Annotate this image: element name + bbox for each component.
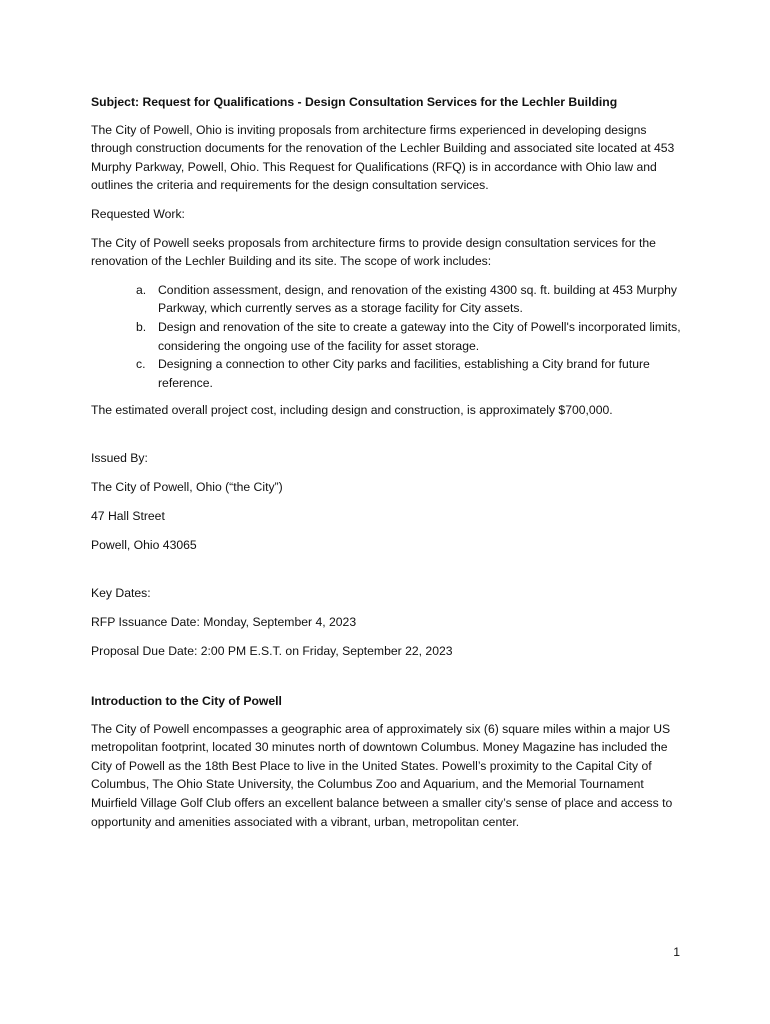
scope-item (91, 318, 683, 355)
scope-item-text: Condition assessment, design, and renovation of the existing 4300 sq. ft. building at 453 Murphy Parkway, which currently serves as a storage facility for City assets. (158, 282, 677, 316)
page-number: 1 (673, 945, 680, 959)
scope-item-marker: b. (136, 319, 147, 334)
scope-list (91, 281, 683, 393)
scope-item-marker: c. (136, 357, 146, 372)
spacer (91, 430, 683, 449)
intro-paragraph: The City of Powell, Ohio is inviting proposals from architecture firms experienced in developing designs through construction documents for the renovation of the Lechler Building and associated site located at 453 Murphy Parkway, Powell, Ohio. This Request for Qualifications (RFQ) is in accordance with Ohio law and outlines the criteria and requirements for the design consultation services. (91, 122, 675, 193)
issuer-name: The City of Powell, Ohio (“the City”) (91, 480, 283, 494)
key-dates-label: Key Dates: (91, 586, 151, 601)
issuer-city: Powell, Ohio 43065 (91, 538, 197, 553)
proposal-due-date: Proposal Due Date: 2:00 PM E.S.T. on Friday, September 22, 2023 (91, 644, 453, 659)
scope-item (91, 281, 683, 318)
requested-work-label: Requested Work: (91, 206, 185, 221)
cost-paragraph: The estimated overall project cost, including design and construction, is approximately $700,000. (91, 403, 613, 418)
requested-work-paragraph: The City of Powell seeks proposals from architecture firms to provide design consultation services for the renovation of the Lechler Building and its site. The scope of work includes: (91, 235, 656, 269)
spacer (91, 565, 683, 584)
spacer (91, 672, 683, 692)
scope-item-marker: a. (136, 282, 147, 297)
section-heading: Introduction to the City of Powell (91, 693, 282, 708)
scope-item-text: Designing a connection to other City parks and facilities, establishing a City brand for future reference. (158, 357, 650, 390)
document-body (91, 93, 683, 841)
issued-by-label: Issued By: (91, 450, 148, 465)
city-intro-paragraph: The City of Powell encompasses a geographic area of approximately six (6) square miles within a major US metropolitan footprint, located 30 minutes north of downtown Columbus. Money Magazine has included the City of Powell as the 18th Best Place to live in the United States. Powell’s proximity to the Capital City of Columbus, The Ohio State University, the Columbus Zoo and Aquarium, and the Memorial Tournament Muirfield Village Golf Club offers an excellent balance between a smaller city’s sense of place and access to opportunity and amenities associated with a vibrant, urban, metropolitan center. (91, 721, 673, 829)
scope-item-text: Design and renovation of the site to create a gateway into the City of Powell's incorporated limits, considering the ongoing use of the facility for asset storage. (158, 319, 681, 353)
issuer-street: 47 Hall Street (91, 509, 165, 524)
scope-item (91, 355, 683, 392)
subject-line: Subject: Request for Qualifications - Design Consultation Services for the Lechler Building (91, 95, 618, 109)
rfp-issuance-date: RFP Issuance Date: Monday, September 4, 2023 (91, 615, 357, 630)
